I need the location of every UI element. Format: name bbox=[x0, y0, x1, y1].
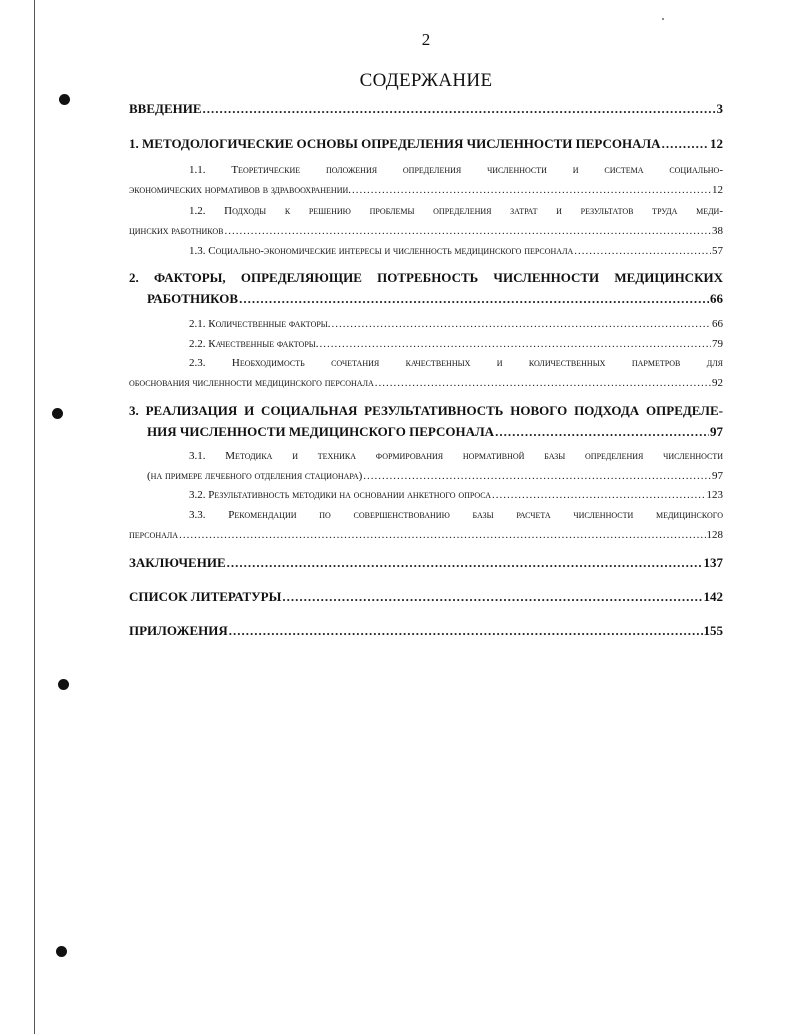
toc-entry-label: персонала bbox=[129, 529, 179, 541]
dot-leader bbox=[320, 338, 711, 350]
page-title: СОДЕРЖАНИЕ bbox=[359, 70, 493, 91]
toc-entry-label: 2.1. Количественные факторы. bbox=[189, 318, 331, 330]
dot-leader bbox=[225, 225, 711, 237]
punch-hole-mark bbox=[59, 94, 70, 105]
toc-subentry-1-1[interactable] bbox=[129, 184, 723, 196]
dot-leader bbox=[239, 291, 709, 307]
toc-page-number: 57 bbox=[712, 245, 723, 257]
toc-page-number: 128 bbox=[706, 529, 723, 541]
toc-subentry-3-1-line1[interactable]: 3.1. Методика и техника формирования нормативной базы определения численности bbox=[189, 450, 723, 462]
toc-subentry-2-3-line1[interactable]: 2.3. Необходимость сочетания качественных и количественных парметров для bbox=[189, 357, 723, 369]
toc-subentry-1-2[interactable] bbox=[129, 225, 723, 237]
punch-hole-mark bbox=[56, 946, 67, 957]
toc-subentry-2-3[interactable] bbox=[129, 377, 723, 389]
toc-page-number: 92 bbox=[712, 377, 723, 389]
toc-subentry-3-3[interactable] bbox=[129, 529, 723, 541]
toc-entry-label: цинских работников bbox=[129, 225, 224, 237]
toc-entry-chapter-1[interactable] bbox=[129, 136, 723, 152]
toc-subentry-2-2[interactable] bbox=[189, 338, 723, 350]
toc-subentry-1-3[interactable] bbox=[189, 245, 723, 257]
toc-page-number: 12 bbox=[710, 136, 723, 151]
toc-subentry-3-1[interactable] bbox=[147, 470, 723, 482]
toc-page-number: 123 bbox=[706, 489, 723, 501]
toc-page-number: 79 bbox=[712, 338, 723, 350]
toc-entry-label: (на примере лечебного отделения стационара) bbox=[147, 470, 363, 482]
toc-subentry-2-1[interactable] bbox=[189, 318, 723, 330]
dot-leader bbox=[574, 245, 711, 257]
dot-leader bbox=[492, 489, 705, 501]
punch-hole-mark bbox=[58, 679, 69, 690]
dot-leader bbox=[332, 318, 711, 330]
toc-page-number: 97 bbox=[710, 424, 723, 439]
toc-page-number: 66 bbox=[710, 291, 723, 306]
dot-leader bbox=[495, 424, 709, 440]
toc-entry-label: НИЯ ЧИСЛЕННОСТИ МЕДИЦИНСКОГО ПЕРСОНАЛА bbox=[147, 424, 495, 439]
toc-entry-chapter-2[interactable] bbox=[147, 291, 723, 307]
toc-entry-label: СПИСОК ЛИТЕРАТУРЫ bbox=[129, 589, 282, 604]
toc-entry-label: 3.2. Результативность методики на основании анкетного опроса bbox=[189, 489, 492, 501]
toc-page-number: 97 bbox=[712, 470, 723, 482]
dot-leader bbox=[227, 555, 703, 571]
toc-entry-label: 1.3. Социально-экономические интересы и численность медицинского персонала bbox=[189, 245, 574, 257]
toc-subentry-3-3-line1[interactable]: 3.3. Рекомендации по совершенствованию базы расчета численности медицинского bbox=[189, 509, 723, 521]
toc-entry-label: экономических нормативов в здравоохранении. bbox=[129, 184, 352, 196]
toc-entry-label: 2.2. Качественные факторы. bbox=[189, 338, 319, 350]
toc-entry-label: ВВЕДЕНИЕ bbox=[129, 101, 202, 116]
toc-subentry-3-2[interactable] bbox=[189, 489, 723, 501]
toc-entry-references[interactable] bbox=[129, 589, 723, 605]
toc-entry-label: ПРИЛОЖЕНИЯ bbox=[129, 623, 228, 638]
toc-page-number: 155 bbox=[703, 623, 723, 638]
dot-leader bbox=[352, 184, 711, 196]
toc-entry-label: РАБОТНИКОВ bbox=[147, 291, 239, 306]
toc-page-number: 12 bbox=[712, 184, 723, 196]
dot-leader bbox=[662, 136, 709, 152]
toc-page-number: 137 bbox=[703, 555, 723, 570]
toc-page-number: 38 bbox=[712, 225, 723, 237]
toc-subentry-1-1-line1[interactable]: 1.1. Теоретические положения определения численности и система социально- bbox=[189, 164, 723, 176]
toc-entry-chapter-3[interactable] bbox=[147, 424, 723, 440]
toc-entry-intro[interactable] bbox=[129, 101, 723, 117]
scan-edge-line bbox=[34, 0, 35, 1034]
toc-entry-appendices[interactable] bbox=[129, 623, 723, 639]
toc-entry-chapter-3-line1[interactable]: 3. РЕАЛИЗАЦИЯ И СОЦИАЛЬНАЯ РЕЗУЛЬТАТИВНОСТЬ НОВОГО ПОДХОДА ОПРЕДЕЛЕ- bbox=[129, 403, 723, 418]
dot-leader bbox=[375, 377, 711, 389]
dot-leader bbox=[282, 589, 702, 605]
punch-hole-mark bbox=[52, 408, 63, 419]
dot-leader bbox=[203, 101, 716, 117]
dot-leader bbox=[229, 623, 703, 639]
scan-speck bbox=[662, 18, 664, 20]
dot-leader bbox=[363, 470, 711, 482]
dot-leader bbox=[179, 529, 705, 541]
toc-page-number: 66 bbox=[712, 318, 723, 330]
toc-page-number: 3 bbox=[716, 101, 723, 116]
toc-entry-label: ЗАКЛЮЧЕНИЕ bbox=[129, 555, 226, 570]
toc-entry-conclusion[interactable] bbox=[129, 555, 723, 571]
toc-entry-chapter-2-line1[interactable]: 2. ФАКТОРЫ, ОПРЕДЕЛЯЮЩИЕ ПОТРЕБНОСТЬ ЧИСЛЕННОСТИ МЕДИЦИНСКИХ bbox=[129, 270, 723, 285]
toc-entry-label: 1. МЕТОДОЛОГИЧЕСКИЕ ОСНОВЫ ОПРЕДЕЛЕНИЯ ЧИСЛЕННОСТИ ПЕРСОНАЛА bbox=[129, 136, 661, 151]
page-number: 2 bbox=[421, 30, 431, 49]
toc-entry-label: обоснования численности медицинского персонала bbox=[129, 377, 374, 389]
toc-page-number: 142 bbox=[703, 589, 723, 604]
toc-subentry-1-2-line1[interactable]: 1.2. Подходы к решению проблемы определения затрат и результатов труда меди- bbox=[189, 205, 723, 217]
